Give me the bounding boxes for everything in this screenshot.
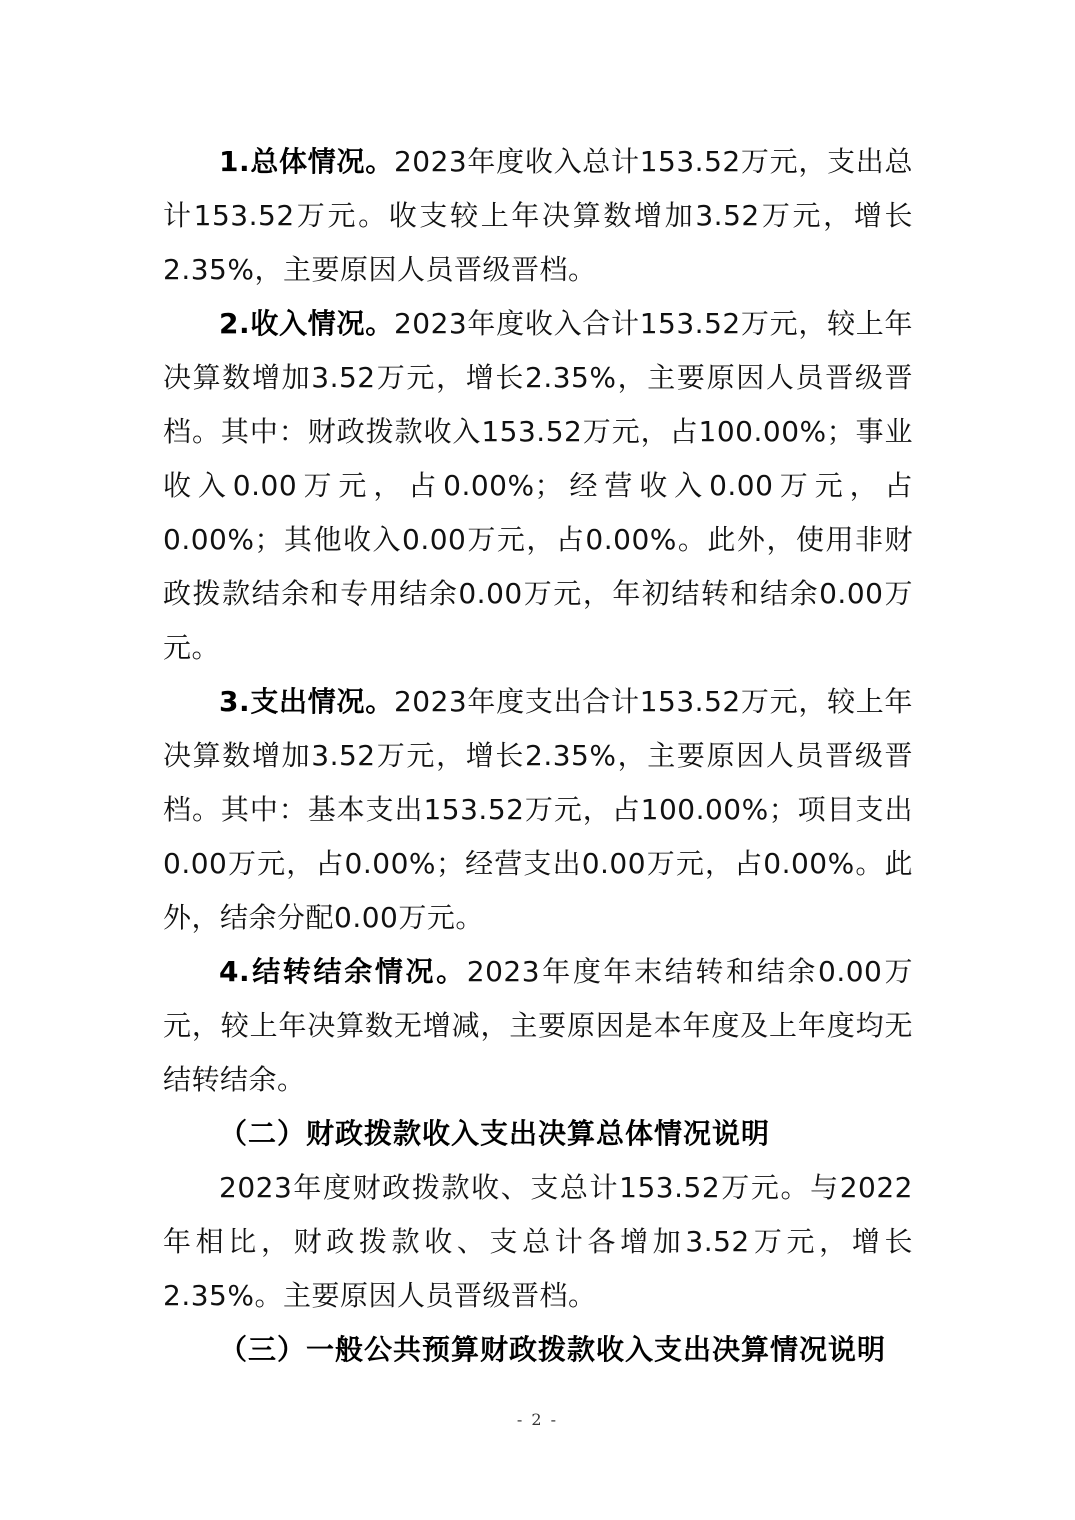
- section-2-paragraph: 2023年度财政拨款收、支总计153.52万元。与2022年相比，财政拨款收、支总计各增加3.52万元，增长2.35%。主要原因人员晋级晋档。: [163, 1171, 913, 1312]
- paragraph-income-lead: 2.收入情况。: [219, 307, 394, 340]
- paragraph-income: [163, 297, 913, 675]
- paragraph-overall-text: 2023年度收入总计153.52万元，支出总计153.52万元。收支较上年决算数增加3.52万元，增长2.35%，主要原因人员晋级晋档。: [163, 145, 914, 286]
- paragraph-overall-lead: 1.总体情况。: [219, 145, 394, 178]
- paragraph-expenditure-text: 2023年度支出合计153.52万元，较上年决算数增加3.52万元，增长2.35%，主要原因人员晋级晋档。其中：基本支出153.52万元，占100.00%；项目支出0.00万元，占0.00%；经营支出0.00万元，占0.00%。此外，结余分配0.00万元。: [163, 685, 914, 934]
- paragraph-carryover: [163, 945, 913, 1107]
- paragraph-carryover-text: 2023年度年末结转和结余0.00万元，较上年决算数无增减，主要原因是本年度及上年度均无结转结余。: [163, 955, 914, 1096]
- paragraph-expenditure-lead: 3.支出情况。: [219, 685, 394, 718]
- paragraph-carryover-lead: 4.结转结余情况。: [219, 955, 467, 988]
- paragraph-overall: [163, 135, 913, 297]
- section-heading-2: （二）财政拨款收入支出决算总体情况说明: [219, 1117, 771, 1150]
- page-number: - 2 -: [516, 1410, 559, 1429]
- document-body: [163, 135, 913, 1377]
- section-heading-3: （三）一般公共预算财政拨款收入支出决算情况说明: [219, 1333, 887, 1366]
- paragraph-income-text: 2023年度收入合计153.52万元，较上年决算数增加3.52万元，增长2.35%，主要原因人员晋级晋档。其中：财政拨款收入153.52万元，占100.00%；事业收入0.00万元，占0.00%；经营收入0.00万元，占0.00%；其他收入0.00万元，占0.00%。此外，使用非财政拨款结余和专用结余0.00万元，年初结转和结余0.00万元。: [163, 307, 914, 664]
- paragraph-expenditure: [163, 675, 913, 945]
